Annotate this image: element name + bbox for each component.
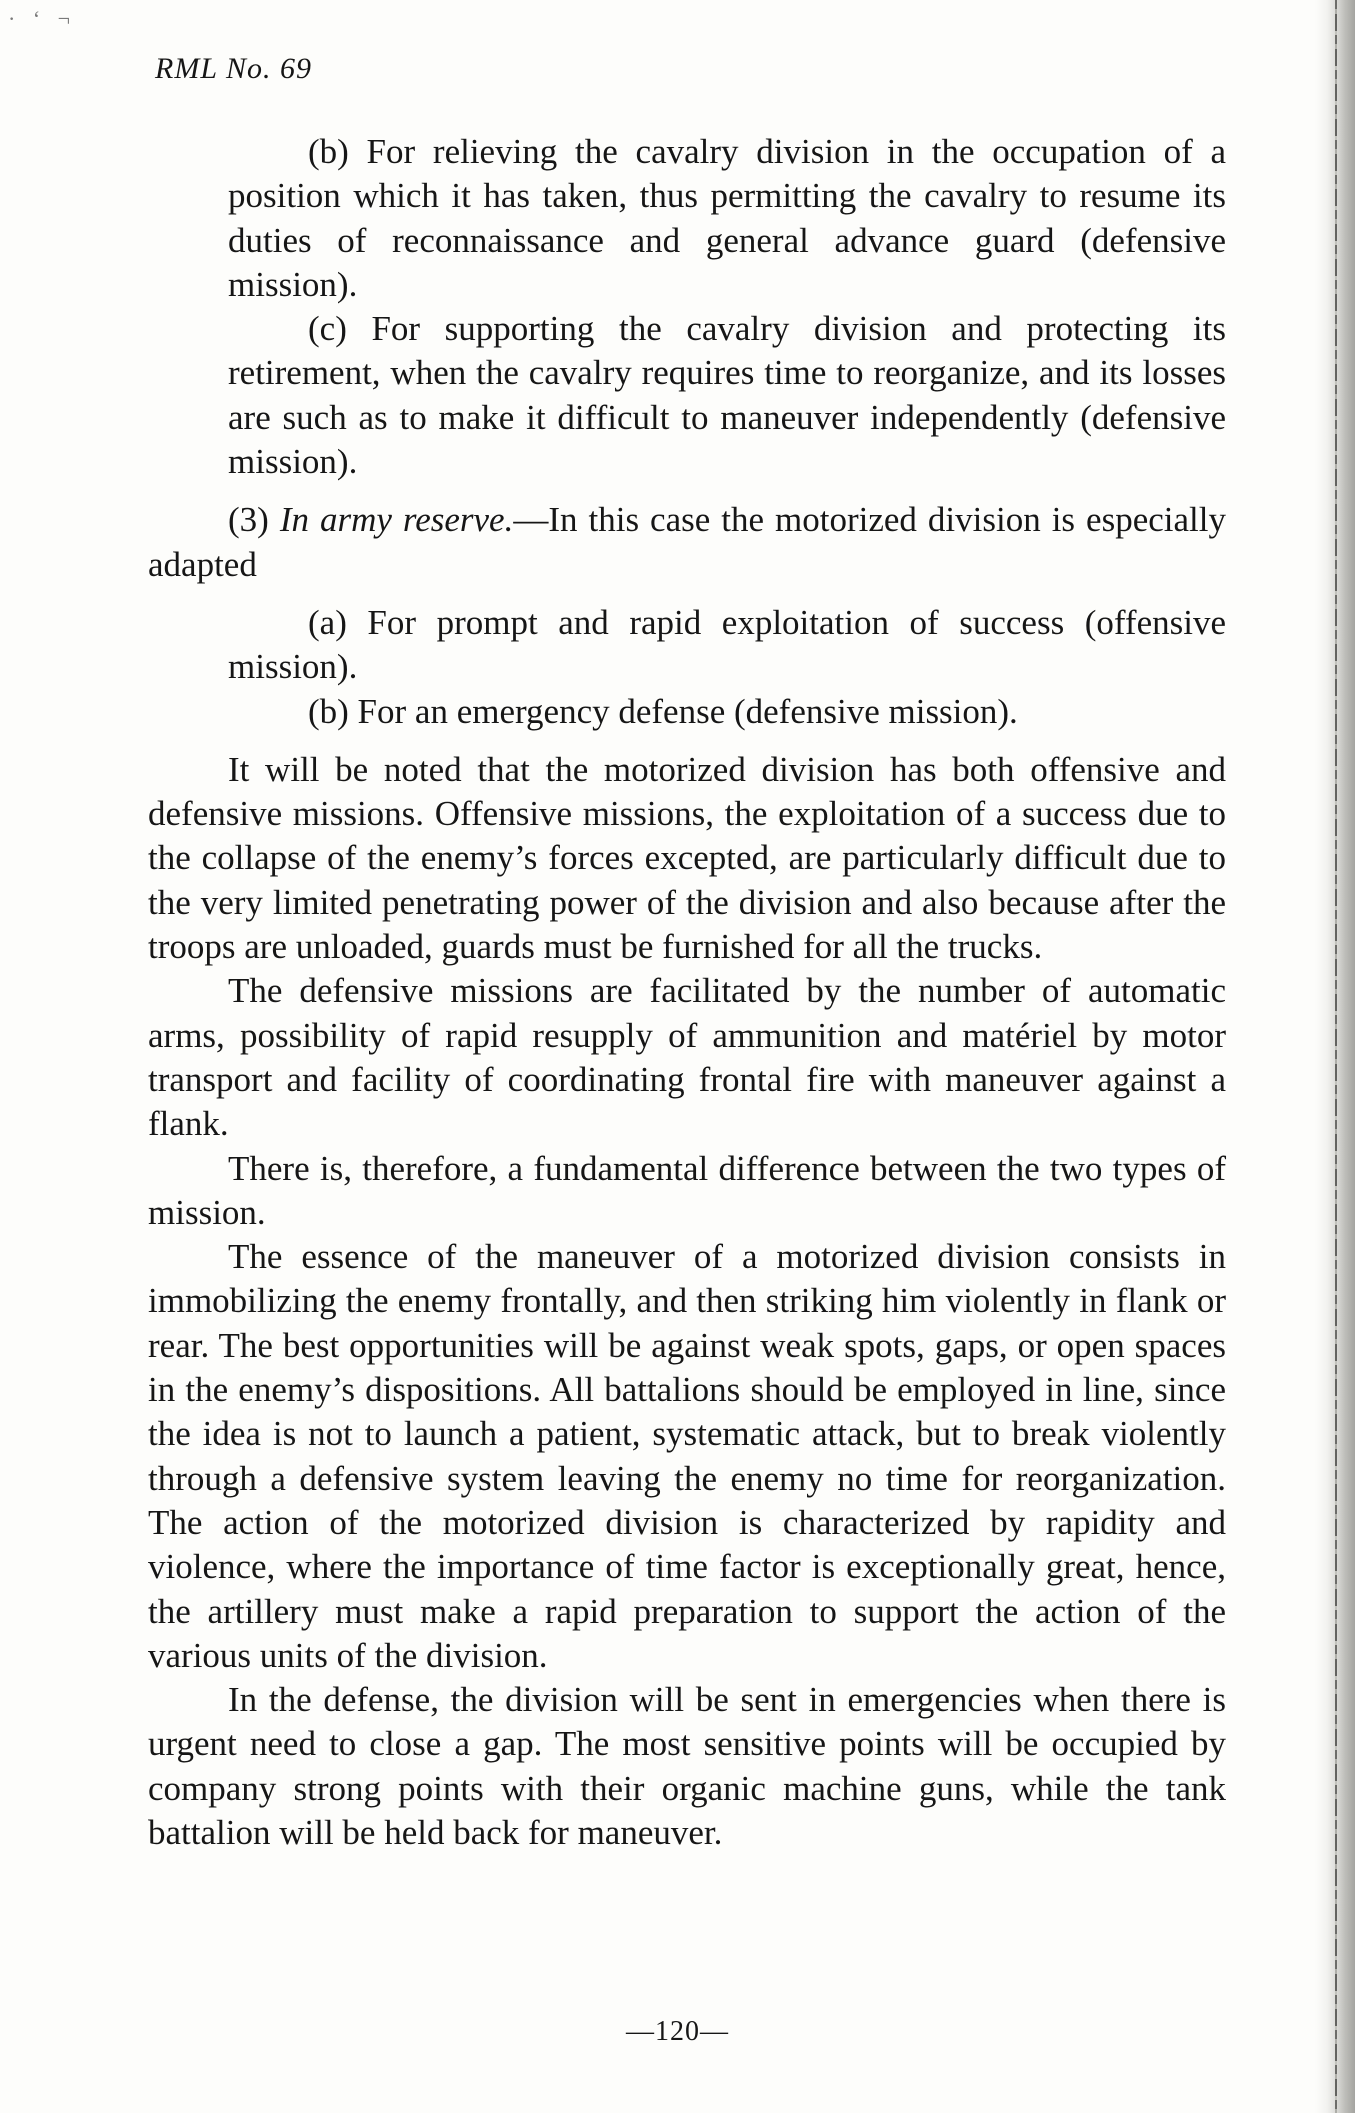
army-reserve-heading: In army reserve.: [279, 500, 514, 540]
paragraph-c-supporting: (c) For supporting the cavalry division and protecting its retirement, when the cavalry requires time to reorganize, and its losses are such as to make it difficult to maneuver independently (defensive mission).: [228, 309, 1226, 482]
paragraph-defense: In the defense, the division will be sent in emergencies when there is urgent need to close a gap. The most sensitive points will be occupied by company strong points with their organic machine guns, while the tank battalion will be held back for maneuver.: [148, 1680, 1226, 1852]
running-head: RML No. 69: [155, 52, 312, 85]
page-number: —120—: [626, 2016, 729, 2047]
body-text: [148, 130, 1226, 1855]
paragraph-b-emergency: (b) For an emergency defense (defensive mission).: [308, 691, 1018, 731]
paragraph-essence: The essence of the maneuver of a motorized division consists in immobilizing the enemy frontally, and then striking him violently in flank or rear. The best opportunities will be against weak spots, gaps, or open spaces in the enemy’s dispositions. All battalions should be employed in line, since the idea is not to launch a patient, systematic attack, but to break violently through a defensive system leaving the enemy no time for reorganization. The action of the motorized division is characterized by rapidity and violence, where the importance of time factor is exceptionally great, hence, the artillery must make a rapid preparation to support the action of the various units of the division.: [148, 1237, 1226, 1675]
army-reserve-text: —In this case the motorized division is especially adapted: [148, 500, 1226, 584]
paragraph-defensive: The defensive missions are facilitated by the number of automatic arms, possibility of rapid resupply of ammunition and matériel by motor transport and facility of coordinating frontal fire with maneuver against a flank.: [148, 971, 1226, 1144]
army-reserve-label: (3): [228, 500, 280, 540]
scan-specks: · ʻ ¬: [8, 6, 77, 31]
paragraph-a-exploitation: (a) For prompt and rapid exploitation of success (offensive mission).: [228, 602, 1226, 687]
paragraph-noted: It will be noted that the motorized division has both offensive and defensive missions. Offensive missions, the exploitation of a success due to the collapse of the enemy’s forces excepted, are particularly difficult due to the very limited penetrating power of the division and also because after the troops are unloaded, guards must be furnished for all the trucks.: [148, 749, 1226, 967]
paragraph-difference: There is, therefore, a fundamental difference between the two types of mission.: [148, 1148, 1226, 1232]
scan-binding-line: [1335, 0, 1337, 2113]
paragraph-b-relieving: (b) For relieving the cavalry division in the occupation of a position which it has taken, thus permitting the cavalry to resume its duties of reconnaissance and general advance guard (defensive mission).: [228, 132, 1226, 304]
paragraph-army-reserve: [148, 498, 1226, 587]
